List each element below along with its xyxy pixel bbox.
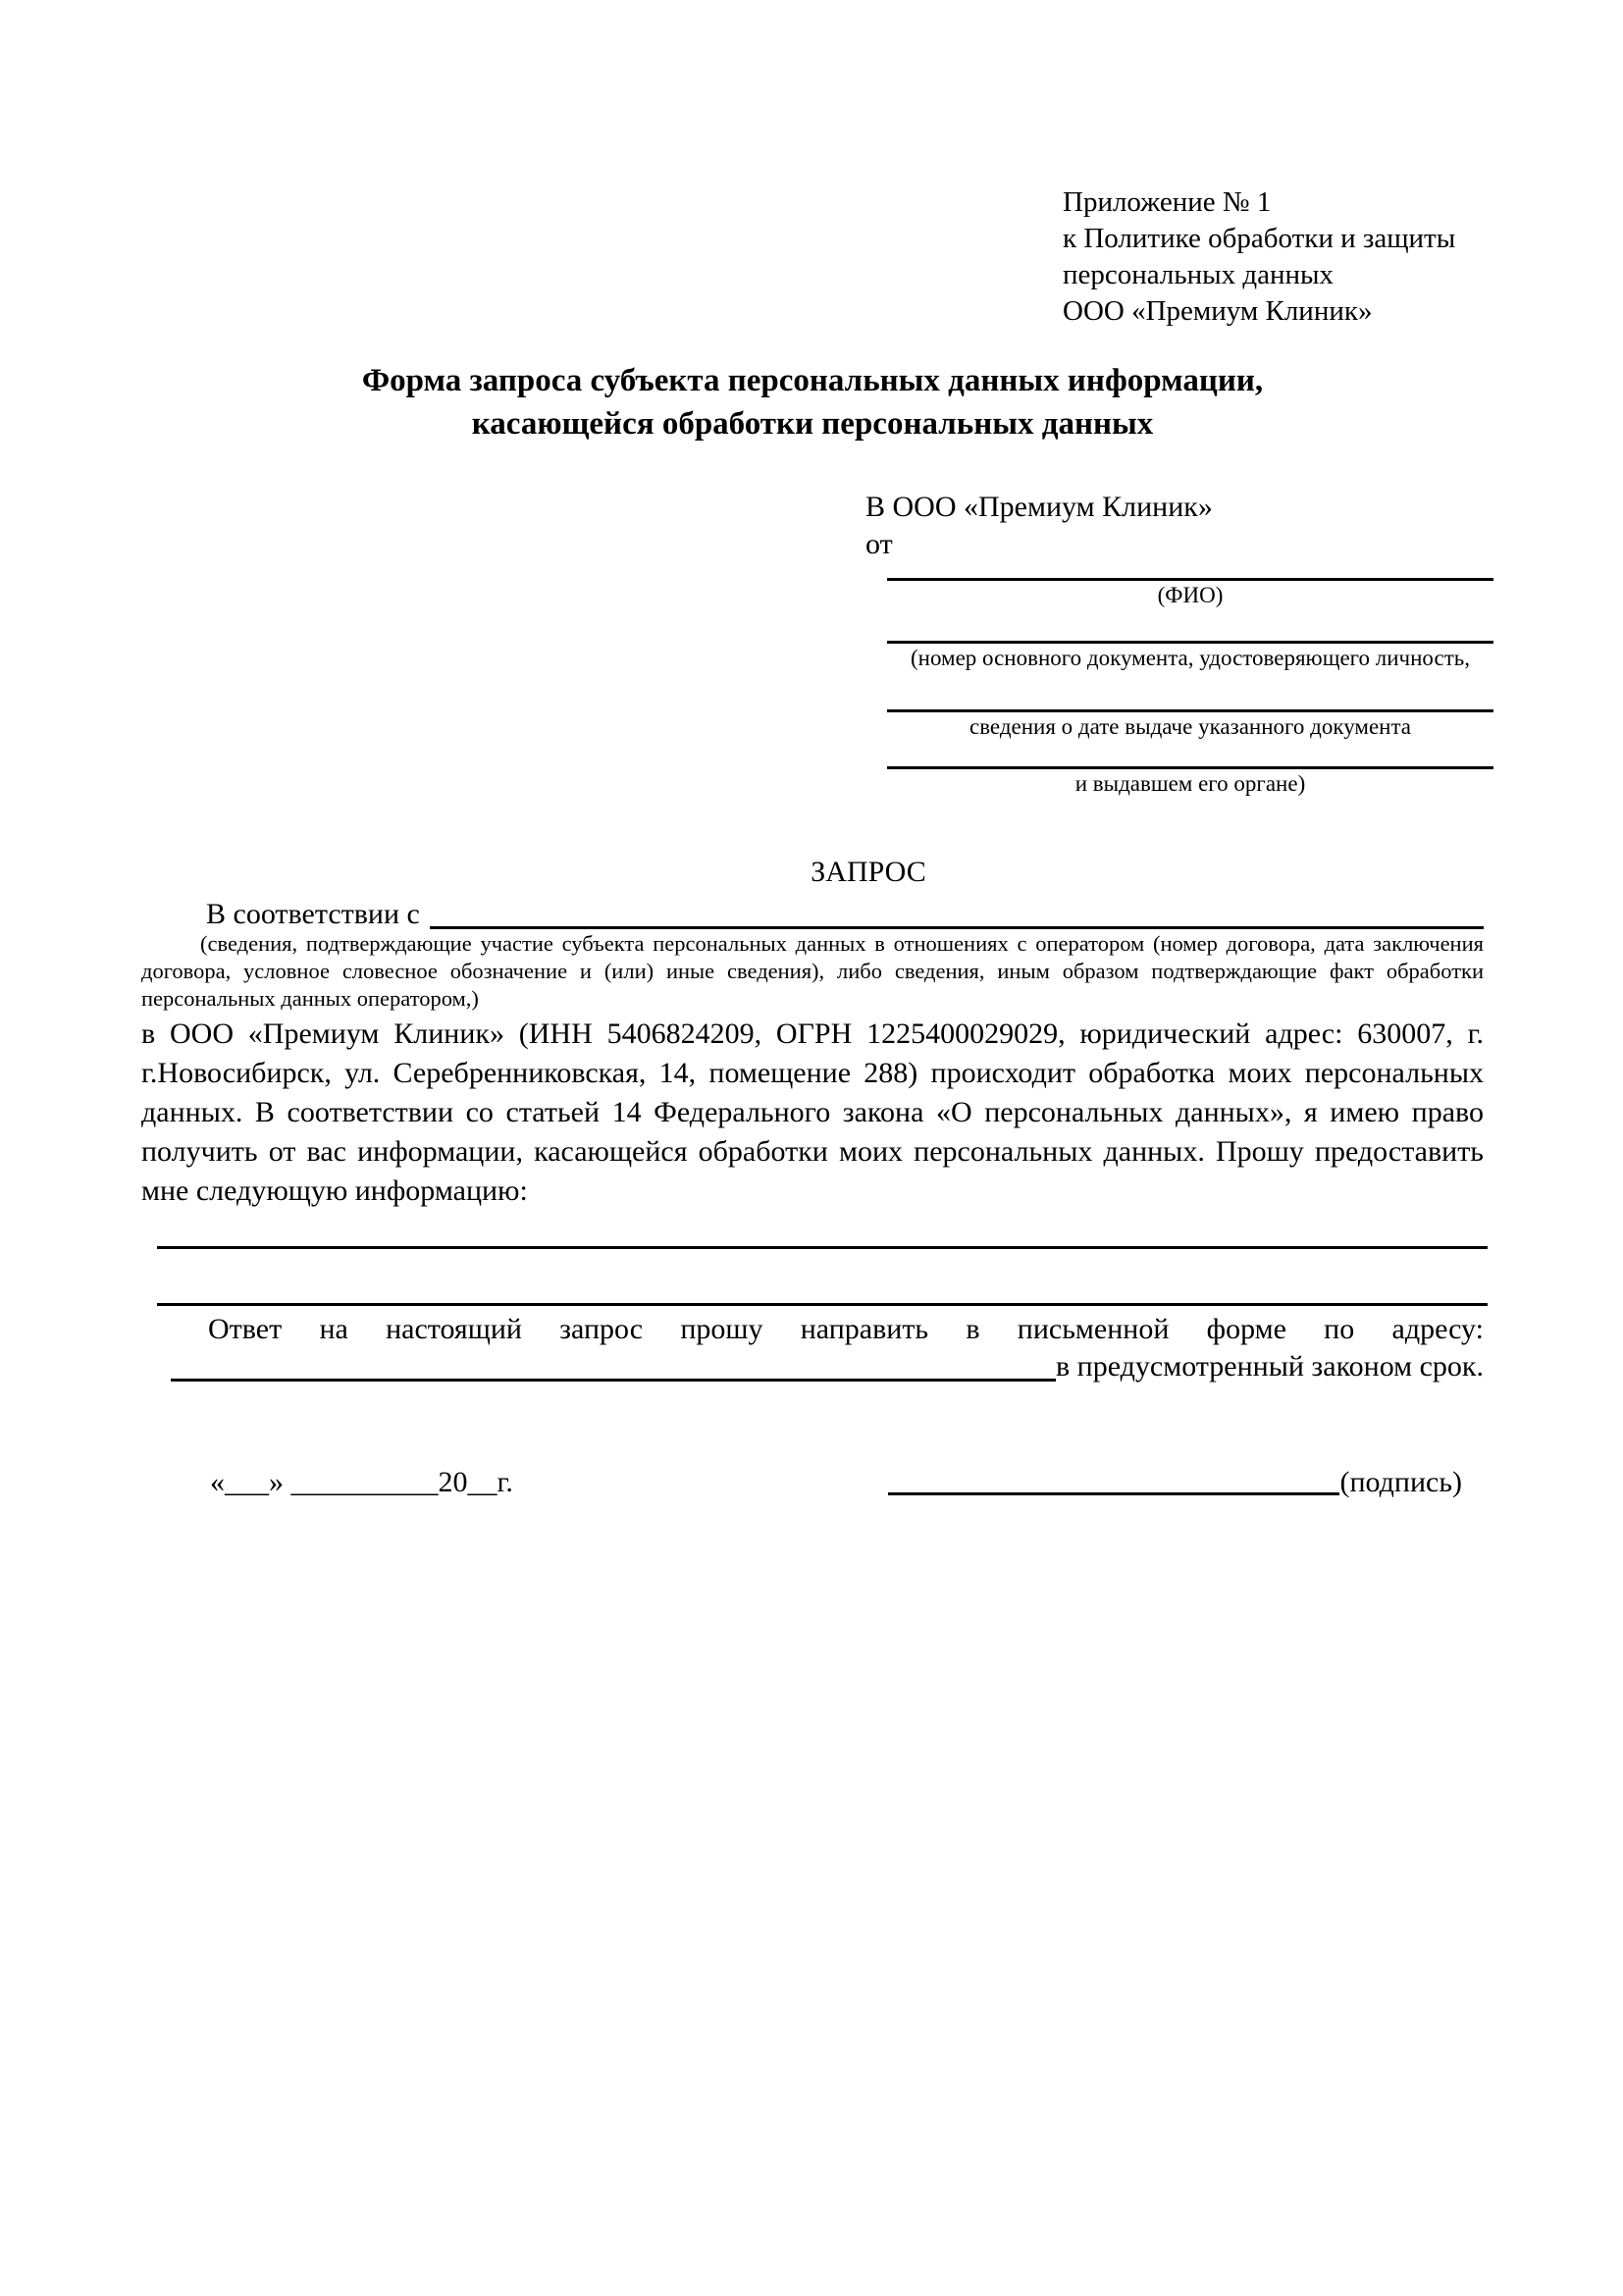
reply-address-line — [141, 1348, 1484, 1385]
addressee-to: В ООО «Премиум Клиник» — [865, 491, 1213, 523]
document-title-line-2: касающейся обработки персональных данных — [471, 406, 1154, 442]
request-body-paragraph: в ООО «Премиум Клиник» (ИНН 5406824209, ОГРН 1225400029029, юридический адрес: 630007, г. г.Новосибирск, ул. Серебренниковская, 14, помещение 288) происходит обработка моих персональных данных. В соответствии со статьей 14 Федерального закона «О персональных данных», я имею право получить от вас информации, касающейся обработки моих персональных данных. Прошу предоставить мне следующую информацию: — [141, 1018, 1484, 1207]
accordance-footnote: (сведения, подтверждающие участие субъекта персональных данных в отношениях с оператором (номер договора, дата заключения договора, условное словесное обозначение и (или) иные сведения), либо сведения, иным образом подтверждающие факт обработки персональных данных оператором,) — [141, 931, 1484, 1011]
signature-blank-line — [888, 1492, 1339, 1495]
appendix-header-line-3: персональных данных — [1063, 259, 1335, 290]
signature-caption: (подпись) — [1339, 1466, 1462, 1498]
issuing-authority-caption: и выдавшем его органе) — [1074, 771, 1306, 796]
request-heading: ЗАПРОС — [811, 856, 926, 888]
document-number-caption: (номер основного документа, удостоверяющего личность, — [910, 646, 1470, 670]
document-title — [141, 359, 1484, 445]
appendix-header — [1063, 184, 1455, 330]
issuing-authority-field — [865, 766, 1493, 799]
accordance-blank-line — [430, 926, 1484, 929]
accordance-prefix: В соответствии с — [206, 898, 420, 930]
addressee-block — [865, 489, 1493, 799]
document-number-field — [865, 641, 1493, 673]
accordance-line — [141, 896, 1484, 933]
appendix-header-line-1: Приложение № 1 — [1063, 186, 1272, 218]
information-blank-line-2 — [157, 1303, 1488, 1306]
fio-field — [865, 578, 1493, 610]
appendix-header-line-2: к Политике обработки и защиты — [1063, 223, 1456, 254]
appendix-header-line-4: ООО «Премиум Клиник» — [1063, 295, 1373, 327]
issue-date-field — [865, 709, 1493, 742]
information-blank-line-1 — [157, 1246, 1488, 1249]
reply-instruction: Ответ на настоящий запрос прошу направить в письменной форме по адресу: — [208, 1313, 1484, 1345]
addressee-from: от — [865, 528, 893, 560]
address-blank-line — [171, 1379, 1056, 1382]
fio-caption: (ФИО) — [1157, 583, 1224, 607]
reply-deadline-text: в предусмотренный законом срок. — [1056, 1350, 1484, 1383]
signature-field — [888, 1464, 1462, 1501]
date-signature-row — [141, 1464, 1484, 1501]
date-field: «___» __________20__г. — [210, 1466, 513, 1498]
issue-date-caption: сведения о дате выдаче указанного документа — [969, 714, 1412, 739]
document-title-line-1: Форма запроса субъекта персональных данных информации, — [361, 363, 1264, 398]
